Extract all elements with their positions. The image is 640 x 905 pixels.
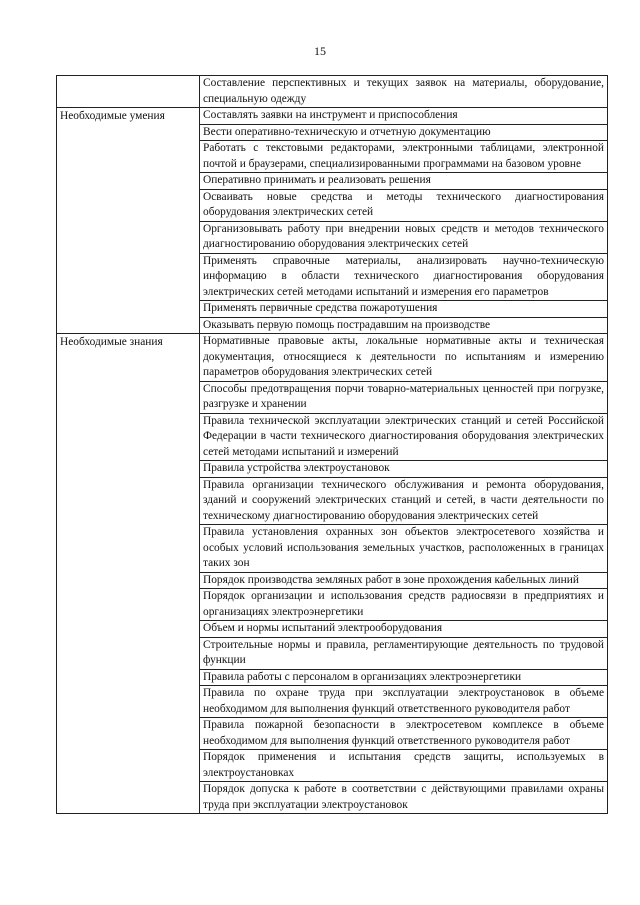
- requirement-item: Правила технической эксплуатации электрических станций и сетей Российской Федерации в части технического диагностирования оборудования электрических сетей методами испытаний и измерений: [200, 413, 608, 461]
- requirement-item: Работать с текстовыми редакторами, электронными таблицами, электронной почтой и браузерами, специализированными программами на базовом уровне: [200, 141, 608, 173]
- requirement-item: Оказывать первую помощь пострадавшим на производстве: [200, 317, 608, 334]
- requirement-item: Порядок организации и использования средств радиосвязи в предприятиях и организациях электроэнергетики: [200, 589, 608, 621]
- requirement-item: Порядок производства земляных работ в зоне прохождения кабельных линий: [200, 572, 608, 589]
- requirement-item: Оперативно принимать и реализовать решения: [200, 173, 608, 190]
- requirement-item: Осваивать новые средства и методы технического диагностирования оборудования электрических сетей: [200, 189, 608, 221]
- table-row: [57, 76, 608, 108]
- requirement-item: Составлять заявки на инструмент и приспособления: [200, 108, 608, 125]
- section-label: Необходимые умения: [57, 108, 200, 334]
- requirement-item: Порядок допуска к работе в соответствии с действующими правилами охраны труда при эксплуатации электроустановок: [200, 782, 608, 814]
- section-label: Необходимые знания: [57, 334, 200, 814]
- requirement-item: Правила устройства электроустановок: [200, 461, 608, 478]
- table-row: [57, 108, 608, 125]
- requirement-item: Способы предотвращения порчи товарно-материальных ценностей при погрузке, разгрузке и хранении: [200, 381, 608, 413]
- requirement-item: Организовывать работу при внедрении новых средств и методов технического диагностированию оборудования электрических сетей: [200, 221, 608, 253]
- requirement-item: Вести оперативно-техническую и отчетную документацию: [200, 124, 608, 141]
- requirement-item: Составление перспективных и текущих заявок на материалы, оборудование, специальную одежду: [200, 76, 608, 108]
- requirement-item: Строительные нормы и правила, регламентирующие деятельность по трудовой функции: [200, 637, 608, 669]
- page-number: 15: [314, 44, 326, 58]
- section-label: [57, 76, 200, 108]
- requirements-table: [56, 75, 608, 814]
- table-row: [57, 334, 608, 382]
- requirement-item: Порядок применения и испытания средств защиты, используемых в электроустановках: [200, 750, 608, 782]
- requirement-item: Нормативные правовые акты, локальные нормативные акты и техническая документация, относящиеся к деятельности по испытаниям и измерению параметров оборудования электрических сетей: [200, 334, 608, 382]
- requirement-item: Правила работы с персоналом в организациях электроэнергетики: [200, 669, 608, 686]
- requirement-item: Правила установления охранных зон объектов электросетевого хозяйства и особых условий использования земельных участков, расположенных в границах таких зон: [200, 525, 608, 573]
- requirement-item: Применять первичные средства пожаротушения: [200, 301, 608, 318]
- requirement-item: Правила пожарной безопасности в электросетевом комплексе в объеме необходимом для выполнения функций ответственного руководителя работ: [200, 718, 608, 750]
- requirement-item: Правила организации технического обслуживания и ремонта оборудования, зданий и сооружений электрических станций и сетей, в части деятельности по техническому диагностированию оборудования электрических сетей: [200, 477, 608, 525]
- requirement-item: Применять справочные материалы, анализировать научно-техническую информацию в области технического диагностирования оборудования электрических сетей методами испытаний и измерения его параметров: [200, 253, 608, 301]
- requirement-item: Объем и нормы испытаний электрооборудования: [200, 621, 608, 638]
- requirement-item: Правила по охране труда при эксплуатации электроустановок в объеме необходимом для выполнения функций ответственного руководителя работ: [200, 686, 608, 718]
